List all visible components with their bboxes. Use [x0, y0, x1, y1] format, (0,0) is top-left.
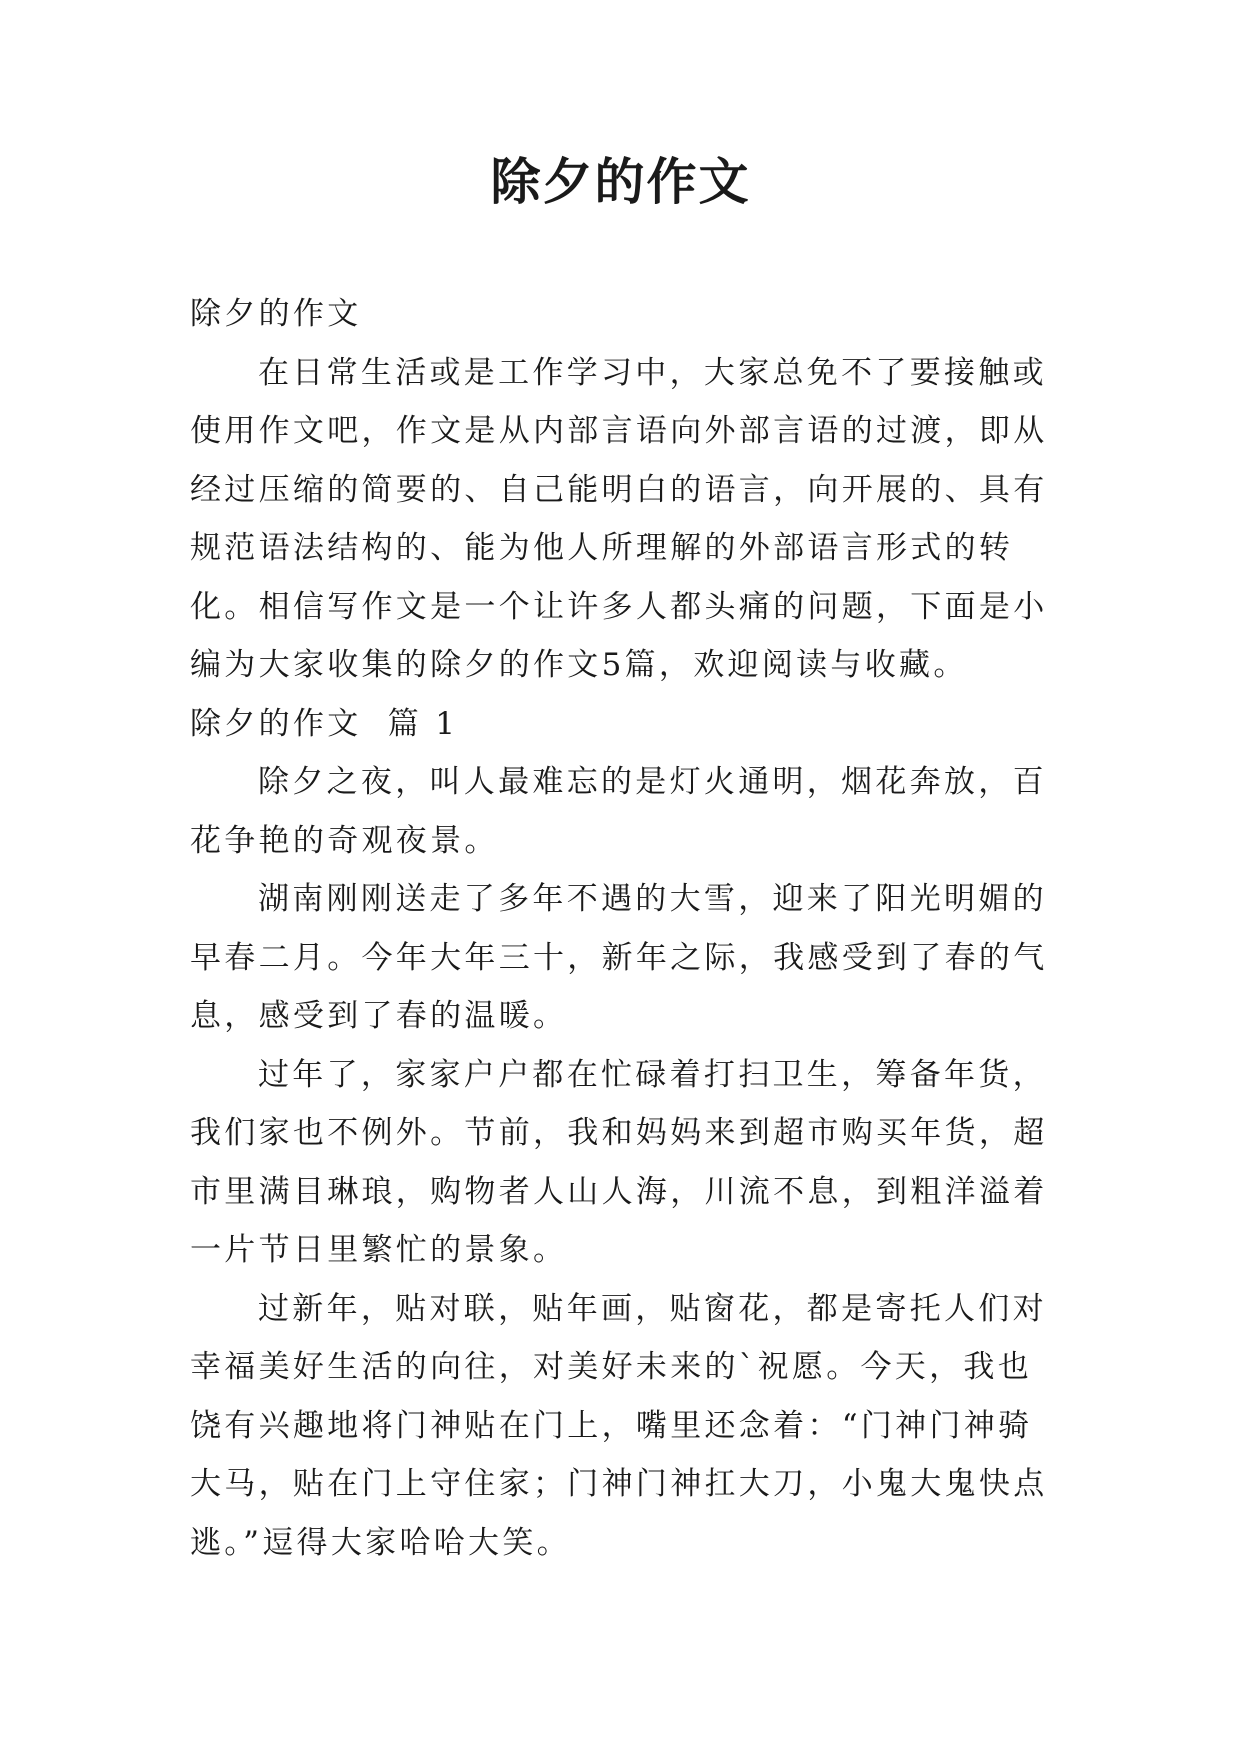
subheading: 除夕的作文 [190, 296, 362, 332]
document-title: 除夕的作文 [490, 152, 751, 211]
body-paragraph: 过新年，贴对联，贴年画，贴窗花，都是寄托人们对幸福美好生活的向往，对美好未来的`祝愿。今天，我也饶有兴趣地将门神贴在门上，嘴里还念着：“门神门神骑大马，贴在门上守住家；门神门神扛大刀，小鬼大鬼快点逃。”逗得大家哈哈大笑。 [190, 1290, 1048, 1561]
intro-paragraph: 在日常生活或是工作学习中，大家总免不了要接触或使用作文吧，作文是从内部言语向外部言语的过渡，即从经过压缩的简要的、自己能明白的语言，向开展的、具有规范语法结构的、能为他人所理解的外部语言形式的转化。相信写作文是一个让许多人都头痛的问题，下面是小编为大家收集的除夕的作文5篇，欢迎阅读与收藏。 [190, 354, 1048, 683]
document-body [190, 285, 1060, 1572]
body-paragraph: 湖南刚刚送走了多年不遇的大雪，迎来了阳光明媚的早春二月。今年大年三十，新年之际，我感受到了春的气息，感受到了春的温暖。 [190, 881, 1048, 1034]
body-paragraph: 过年了，家家户户都在忙碌着打扫卫生，筹备年货，我们家也不例外。节前，我和妈妈来到超市购买年货，超市里满目琳琅，购物者人山人海，川流不息，到粗洋溢着一片节日里繁忙的景象。 [190, 1056, 1048, 1268]
section-heading: 除夕的作文 篇 1 [190, 705, 459, 742]
body-paragraph: 除夕之夜，叫人最难忘的是灯火通明，烟花奔放，百花争艳的奇观夜景。 [190, 764, 1047, 859]
